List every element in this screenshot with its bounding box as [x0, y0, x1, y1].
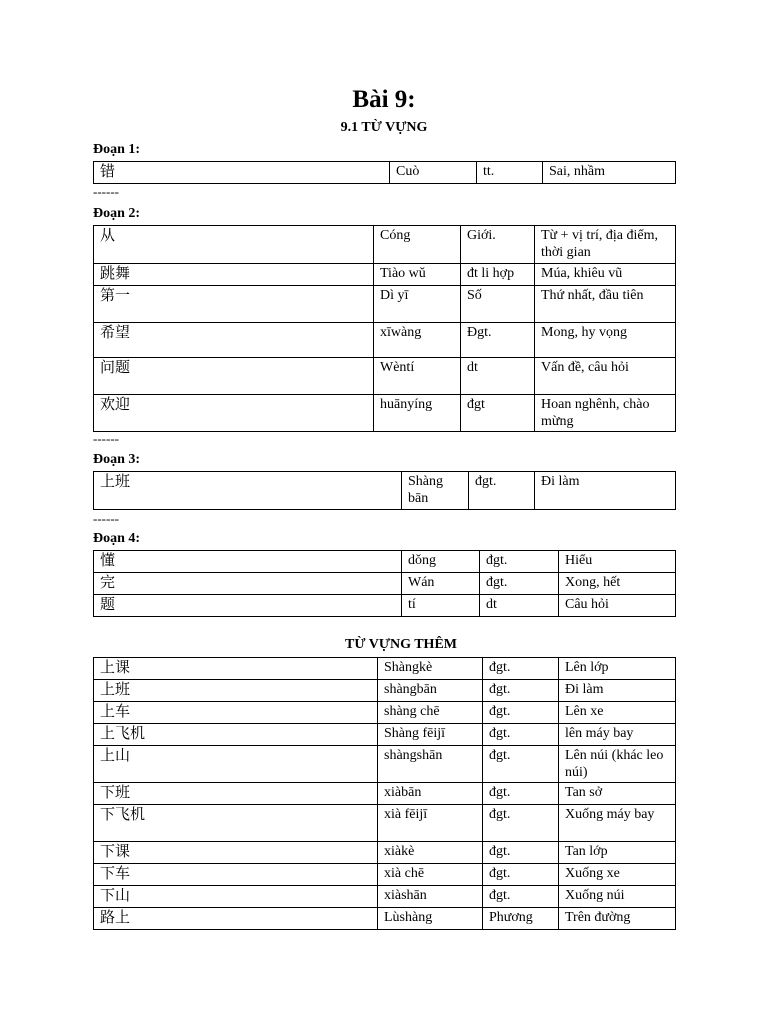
meaning-cell: Thứ nhất, đầu tiên	[535, 286, 676, 323]
table-row	[94, 286, 676, 323]
word-class-cell: tt.	[477, 162, 543, 184]
table-row	[94, 658, 676, 680]
pinyin-cell: Lùshàng	[378, 908, 483, 930]
meaning-cell: Sai, nhầm	[543, 162, 676, 184]
table-row	[94, 162, 676, 184]
hanzi-cell: 下车	[94, 864, 378, 886]
pinyin-cell: shàngshān	[378, 746, 483, 783]
pinyin-cell: xià fēijī	[378, 805, 483, 842]
table-row	[94, 805, 676, 842]
hanzi-cell: 懂	[94, 551, 402, 573]
table-row	[94, 323, 676, 358]
hanzi-cell: 第一	[94, 286, 374, 323]
section-label-4: Đoạn 4:	[93, 531, 141, 546]
hanzi-cell: 上课	[94, 658, 378, 680]
meaning-cell: Xuống núi	[559, 886, 676, 908]
hanzi-cell: 下飞机	[94, 805, 378, 842]
table-row	[94, 226, 676, 264]
hanzi-cell: 上班	[94, 472, 402, 510]
pinyin-cell: tí	[402, 595, 480, 617]
hanzi-cell: 路上	[94, 908, 378, 930]
section-label-1: Đoạn 1:	[93, 142, 141, 157]
pinyin-cell: huānyíng	[374, 395, 461, 432]
meaning-cell: lên máy bay	[559, 724, 676, 746]
word-class-cell: đgt.	[480, 573, 559, 595]
table-row	[94, 595, 676, 617]
meaning-cell: Lên xe	[559, 702, 676, 724]
hanzi-cell: 问题	[94, 358, 374, 395]
pinyin-cell: Shàng bān	[402, 472, 469, 510]
table-row	[94, 551, 676, 573]
word-class-cell: đgt.	[483, 842, 559, 864]
word-class-cell: đgt.	[483, 864, 559, 886]
word-class-cell: đgt.	[483, 680, 559, 702]
pinyin-cell: Shàng fēijī	[378, 724, 483, 746]
word-class-cell: Đgt.	[461, 323, 535, 358]
vocab-table-4	[93, 550, 676, 617]
vocab-table-1	[93, 161, 676, 184]
hanzi-cell: 欢迎	[94, 395, 374, 432]
word-class-cell: đgt.	[483, 702, 559, 724]
word-class-cell: đgt.	[483, 783, 559, 805]
hanzi-cell: 题	[94, 595, 402, 617]
page-title: Bài 9:	[352, 86, 416, 113]
table-row	[94, 573, 676, 595]
hanzi-cell: 错	[94, 162, 390, 184]
word-class-cell: đgt.	[483, 746, 559, 783]
pinyin-cell: xià chē	[378, 864, 483, 886]
section-label-2: Đoạn 2:	[93, 206, 141, 221]
meaning-cell: Lên núi (khác leo núi)	[559, 746, 676, 783]
table-row	[94, 264, 676, 286]
word-class-cell: Phương	[483, 908, 559, 930]
pinyin-cell: Cóng	[374, 226, 461, 264]
table-row	[94, 746, 676, 783]
meaning-cell: Hiểu	[559, 551, 676, 573]
hanzi-cell: 跳舞	[94, 264, 374, 286]
hanzi-cell: 希望	[94, 323, 374, 358]
meaning-cell: Vấn đề, câu hỏi	[535, 358, 676, 395]
meaning-cell: Trên đường	[559, 908, 676, 930]
word-class-cell: Giới.	[461, 226, 535, 264]
word-class-cell: đgt.	[480, 551, 559, 573]
pinyin-cell: Shàngkè	[378, 658, 483, 680]
extra-vocab-table	[93, 657, 676, 930]
table-row	[94, 680, 676, 702]
pinyin-cell: Tiào wǔ	[374, 264, 461, 286]
word-class-cell: Số	[461, 286, 535, 323]
hanzi-cell: 上飞机	[94, 724, 378, 746]
pinyin-cell: shàng chē	[378, 702, 483, 724]
table-row	[94, 886, 676, 908]
pinyin-cell: Wán	[402, 573, 480, 595]
meaning-cell: Đi làm	[535, 472, 676, 510]
hanzi-cell: 下班	[94, 783, 378, 805]
pinyin-cell: xiàshān	[378, 886, 483, 908]
hanzi-cell: 上山	[94, 746, 378, 783]
word-class-cell: đgt.	[483, 805, 559, 842]
vocab-table-2	[93, 225, 676, 432]
pinyin-cell: Dì yī	[374, 286, 461, 323]
hanzi-cell: 完	[94, 573, 402, 595]
pinyin-cell: xīwàng	[374, 323, 461, 358]
meaning-cell: Câu hỏi	[559, 595, 676, 617]
meaning-cell: Tan sở	[559, 783, 676, 805]
word-class-cell: đgt.	[483, 886, 559, 908]
table-row	[94, 864, 676, 886]
meaning-cell: Tan lớp	[559, 842, 676, 864]
table-row	[94, 395, 676, 432]
hanzi-cell: 上班	[94, 680, 378, 702]
table-row	[94, 842, 676, 864]
table-row	[94, 783, 676, 805]
meaning-cell: Từ + vị trí, địa điểm, thời gian	[535, 226, 676, 264]
hanzi-cell: 下山	[94, 886, 378, 908]
word-class-cell: đgt.	[483, 724, 559, 746]
table-row	[94, 472, 676, 510]
table-row	[94, 358, 676, 395]
word-class-cell: đgt.	[469, 472, 535, 510]
pinyin-cell: shàngbān	[378, 680, 483, 702]
table-row	[94, 908, 676, 930]
meaning-cell: Múa, khiêu vũ	[535, 264, 676, 286]
hanzi-cell: 上车	[94, 702, 378, 724]
meaning-cell: Xuống máy bay	[559, 805, 676, 842]
table-row	[94, 702, 676, 724]
word-class-cell: đt li hợp	[461, 264, 535, 286]
pinyin-cell: xiàbān	[378, 783, 483, 805]
separator-3: ------	[93, 511, 119, 526]
meaning-cell: Hoan nghênh, chào mừng	[535, 395, 676, 432]
page-subtitle: 9.1 TỪ VỰNG	[340, 120, 428, 135]
extra-title: TỪ VỰNG THÊM	[344, 637, 457, 652]
meaning-cell: Lên lớp	[559, 658, 676, 680]
pinyin-cell: dǒng	[402, 551, 480, 573]
pinyin-cell: Wèntí	[374, 358, 461, 395]
word-class-cell: dt	[480, 595, 559, 617]
pinyin-cell: Cuò	[390, 162, 477, 184]
word-class-cell: đgt.	[483, 658, 559, 680]
word-class-cell: dt	[461, 358, 535, 395]
section-label-3: Đoạn 3:	[93, 452, 141, 467]
word-class-cell: đgt	[461, 395, 535, 432]
pinyin-cell: xiàkè	[378, 842, 483, 864]
meaning-cell: Mong, hy vọng	[535, 323, 676, 358]
separator-2: ------	[93, 431, 119, 446]
table-row	[94, 724, 676, 746]
hanzi-cell: 下课	[94, 842, 378, 864]
hanzi-cell: 从	[94, 226, 374, 264]
vocab-table-3	[93, 471, 676, 510]
meaning-cell: Xong, hết	[559, 573, 676, 595]
meaning-cell: Đi làm	[559, 680, 676, 702]
separator-1: ------	[93, 184, 119, 199]
meaning-cell: Xuống xe	[559, 864, 676, 886]
